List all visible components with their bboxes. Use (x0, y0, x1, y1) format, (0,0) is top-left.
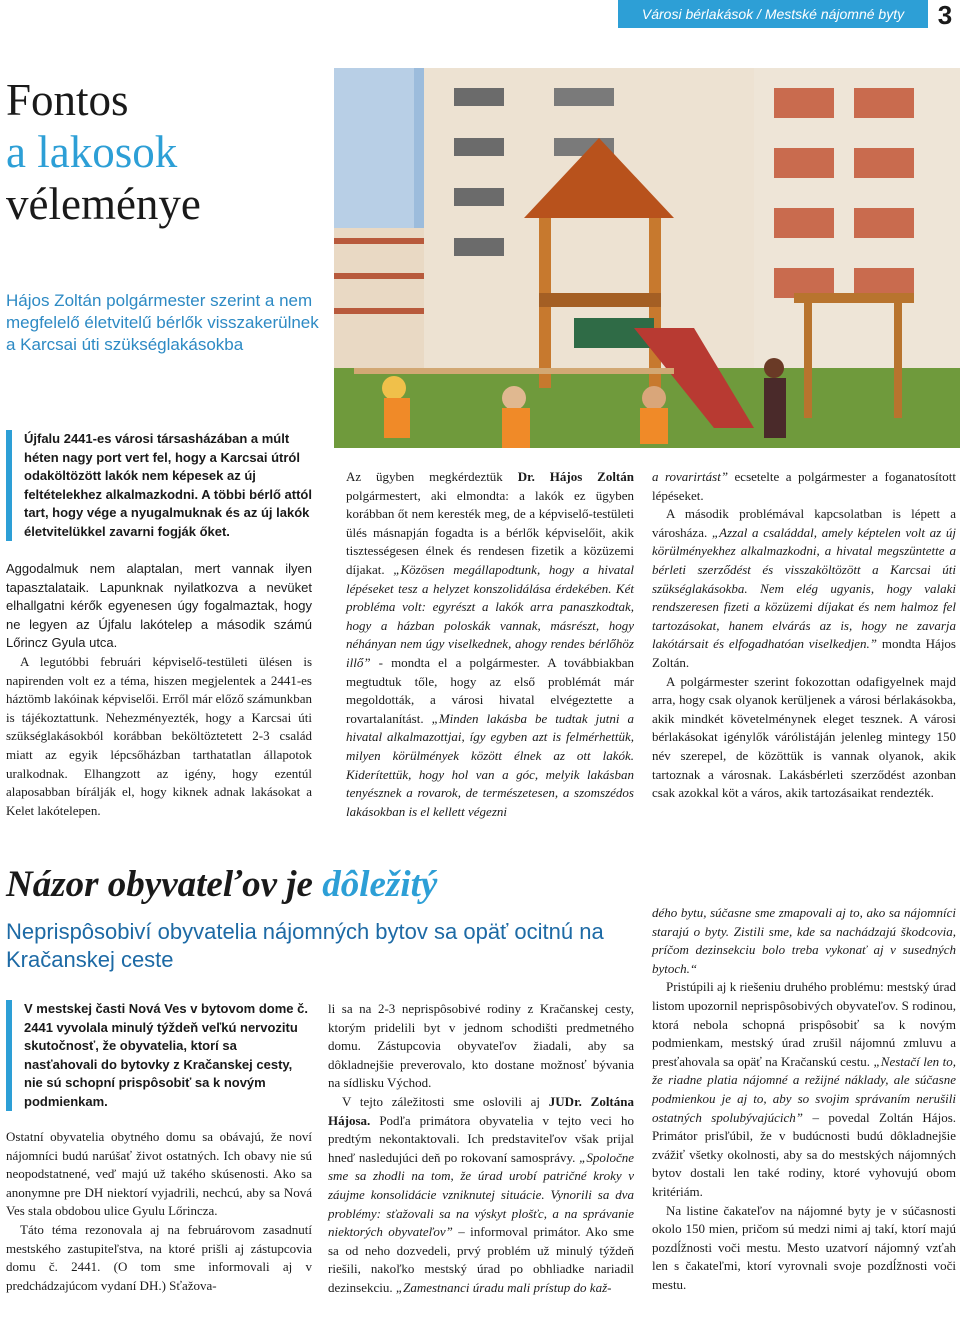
headline-accent: dôležitý (322, 864, 438, 905)
paragraph: a rovarirtást” ecsetelte a polgármester a foganatosított lépéseket. (652, 469, 957, 503)
hungarian-column-1 (6, 560, 312, 820)
paragraph: V tejto záležitosti sme oslovili aj JUDr. Zoltána Hájosa. Podľa primátora obyvatelia v tejto veci ho predtým nekontaktovali. Ich predstaviteľov však prijal hneď nasledujúci deň po rokovaní samosprávy. „Spoločne sme sa zhodli na tom, že úrad urobí patričné kroky v záujme konsolidácie vzniknutej situácie. Vynorili sa dva problémy: sťažovali sa na výskyt plošťc, a na správanie niektorých obyvateľov” – informoval primátor. Ako sme sa od neho dozvedeli, prvý problém už minulý týždeň riešili, nakoľko mestský úrad po obhliadke nariadil dezinsekciu. „Zamestnanci úradu mali prístup do kaž- (328, 1093, 635, 1295)
quote: a rovarirtást” (652, 469, 729, 484)
playground-photo (334, 68, 960, 448)
slovak-column-2 (328, 1000, 634, 1298)
quote: „Közösen megállapodtunk, hogy a hivatal lépéseket tesz a helyzet konszolidálása érdekében. Két probléma volt: egyrészt a lakók arra panaszkodtak, hogy a házban poloskák vannak, másrészt, hogy néhányan nem úgy viselkednek, ahogy rendes bérlőhöz illő” (346, 561, 634, 670)
paragraph: A második problémával kapcsolatban is lépett a városháza. „Azzal a családdal, amely képtelen volt az új körülményekhez alkalmazkodni, a hivatal megszüntette a bérleti szerződést és visszaköltözött a Karcsai úti szükséglakásokba. Nem elég ugyanis, hogy valaki rendszeresen fizeti a közüzemi díjakat és nem halmoz fel tartozásokat, hanem elvárás az is, hogy ne zavarja lakótársait és elfogadhatóan viselkedjen.” mondta Hájos Zoltán. (652, 506, 957, 670)
slovak-lead: V mestskej časti Nová Ves v bytovom dome č. 2441 vyvolala minulý týždeň veľkú nervozitu skutočnosť, že obyvatelia, ktorí sa nasťahovali do bytovky z Kračanskej cesty, nie sú schopní prispôsobiť sa k novým podmienkam. (6, 1000, 312, 1111)
paragraph: Aggodalmuk nem alaptalan, mert vannak ilyen tapasztalataik. Lapunknak nyilatkozva a nevüket elhallgatni kérők egyenesen úgy fogalmaztak, hogy ne legyen az Újfalu lakótelep a második számú Lőrincz Gyula utca. (6, 561, 312, 651)
paragraph: Az ügyben megkérdeztük Dr. Hájos Zoltán polgármestert, aki elmondta: a lakók ez ügyben korábban őt nem keresték meg, de a képviselő-testületi ülés másnapján fogadta is a bérlők képviselőit, akik tisztességesen élnek és rendesen fizetik a közüzemi díjakat. „Közösen megállapodtunk, hogy a hivatal lépéseket tesz a helyzet konszolidálása érdekében. Két probléma volt: egyrészt a lakók arra panaszkodtak, hogy a házban poloskák vannak, másrészt, hogy néhányan nem úgy viselkednek, ahogy rendes bérlőhöz illő” - mondta el a polgármester. A továbbiakban megtudtuk tőle, hogy az első problémát már megoldották, a városi hivatal elvégeztette a rovartalanítást. „Minden lakásba be tudtak jutni a hivatal alkalmazottjai, így egyben azt is felmérhettük, milyen körülmények között élnek az ott lakók. Kiderítettük, hogy hol van a góc, melyik lakásban tenyésznek a rovarok, de természetesen, a szomszédos lakásokban is el kellett végezni (346, 469, 634, 819)
quote: „Zamestnanci úradu mali prístup do kaž- (395, 1279, 612, 1295)
paragraph: A polgármester szerint fokozottan odafigyelnek majd arra, hogy csak olyanok kerüljenek a városi bérlakásokba, akik mindkét követelménynek eleget tesznek. A városi bérlakásokat igénylők várólistáján jelenleg mintegy 150 név szerepel, de közöttük is vannak olyanok, akik tartoznak a városnak. Lakásbérleti szerződést azonban csak azokkal köt a város, akik tartozásaikat rendezték. (652, 673, 956, 801)
hungarian-lead: Újfalu 2441-es városi társasházában a múlt héten nagy port vert fel, hogy a Karcsai útról odaköltözött lakók nem képesek az új feltételekhez alkalmazkodni. A többi bérlő attól tart, hogy vége a nyugalmuknak és az új lakók életvitelükkel zavarni fogják őket. (6, 430, 316, 541)
paragraph (652, 904, 956, 978)
paragraph: Táto téma rezonovala aj na februárovom zasadnutí mestského zastupiteľstva, na ktoré prišli aj zástupcovia domu č. 2441. (O tom sme informovali aj v predchádzajúcom vydaní DH.) Sťažova- (6, 1221, 312, 1293)
headline-line-2: a lakosok (6, 127, 178, 177)
slovak-column-3 (652, 904, 956, 1294)
slovak-column-1 (6, 1128, 312, 1295)
photo-illustration (334, 68, 960, 448)
quote: dého bytu, súčasne sme zmapovali aj to, ako sa nájomníci starajú o byty. Zistili sme, kde sa nachádzajú škodcovia, príčom dezinsekciu bolo treba vykonať aj v susedných bytoch.“ (652, 905, 956, 976)
paragraph: Pristúpili aj k riešeniu druhého problému: mestský úrad listom upozornil neprispôsobivých obyvateľov. S rodinou, ktorá nebola schopná prispôsobiť sa k novým podmienkam, mestský úrad zrušil nájomnú zmluvu a presťahovala sa opäť na Kračanskú cestu. „Nestačí len to, že riadne platia nájomné a režijné náklady, ale súčasne podmienkou je aj to, aby so svojim správaním nerušili ostatných spolubývajúcich” – povedal Zoltán Hájos. Primátor prisľúbil, že v budúcnosti budú dôkladnejšie zvážiť všetky okolnosti, aby sa do mestských nájomných bytov dostali len také rodiny, ktoré vyhovujú obom kritériám. (652, 979, 957, 1199)
section-header (618, 0, 928, 28)
hungarian-headline (6, 74, 326, 230)
paragraph: li sa na 2-3 neprispôsobivé rodiny z Kračanskej cesty, ktorým pridelili byt v jednom schodišti predmetného domu. Zástupcovia obyvateľov žiadali, aby sa dôkladnejšie preverovalo, kto dostane možnosť bývania na sídlisku Východ. (328, 1001, 634, 1091)
headline-line-3: véleménye (6, 179, 201, 229)
paragraph: Na listine čakateľov na nájomné byty je v súčasnosti okolo 150 mien, pričom sú medzi nimi aj takí, ktorí majú pozdĺžnosti voči mestu. Mesto uzatvorí nájomný vzťah len s čakateľmi, ktorí vyrovnali svoje pozdĺžnosti voči mestu. (652, 1202, 956, 1292)
headline-line-1: Fontos (6, 75, 129, 125)
quote: „Azzal a családdal, amely képtelen volt az új körülményekhez alkalmazkodni, a hivatal megszüntette a bérleti szerződést és visszaköltözött a Karcsai úti szükséglakásokba. Nem elég ugyanis, hogy valaki rendszeresen fizeti a közüzemi díjakat és nem halmoz fel tartozásokat, hanem elvárás az is, hogy ne zavarja lakótársait és elfogadhatóan viselkedjen.” (652, 524, 957, 652)
paragraph: A legutóbbi februári képviselő-testületi ülésen is napirenden volt ez a téma, hiszen megjelentek a 2441-es háztömb lakóinak képviselői. Erről már előző számunkban is tájékoztattunk. Nehezményezték, hogy a Karcsai úti szükséglakásokból korábban beköltöztetett 2-3 család miatt az egyik lépcsőházban tarthatatlan állapotok uralkodnak. Elhangzott az igény, hogy ezentúl alaposabban bírálják el, hogy kiknek adnak lakásokat a Kelet lakótelepen. (6, 653, 312, 818)
paragraph: Ostatní obyvatelia obytného domu sa obávajú, že noví nájomníci budú narúšať život ostatných. Ich obavy nie sú neopodstatnené, veď majú už takého skúsenosti. Ako sa anonymne pre DH niektorí vyjadrili, nechcú, aby sa Nová Ves stala obdobou ulice Gyulu Lőrincza. (6, 1129, 312, 1219)
quote: „Minden lakásba be tudtak jutni a hivatal alkalmazottjai, így egyben azt is felmérhettük, milyen körülmények között élnek az ott lakók. Kiderítettük, hogy hol van a góc, melyik lakásban tenyésznek a rovarok, de természetesen, a szomszédos lakásokban is el kellett végezni (346, 710, 634, 819)
hungarian-column-2 (346, 468, 634, 821)
slovak-headline: Názor obyvateľov je dôležitý (6, 864, 438, 905)
mayor-name: Dr. Hájos Zoltán (517, 469, 634, 484)
mayor-name: JUDr. Zoltána Hájosa. (328, 1093, 634, 1128)
slovak-subtitle: Neprispôsobiví obyvatelia nájomných bytov sa opäť ocitnú na Kračanskej ceste (6, 919, 604, 972)
page-number: 3 (937, 0, 953, 30)
hungarian-column-3 (652, 468, 956, 803)
quote: „Spoločne sme sa zhodli na tom, že úrad urobí patričné kroky v záujme konsolidácie vzniknutej situácie. Vynorili sa dva problémy: sťažovali sa na výskyt plošťc, a na správanie niektorých obyvateľov” (328, 1149, 634, 1240)
hungarian-subtitle: Hájos Zoltán polgármester szerint a nem megfelelő életvitelű bérlők visszakerülnek a Karcsai úti szükséglakásokba (6, 291, 319, 354)
section-title: Városi bérlakások / Mestské nájomné byty (641, 6, 905, 22)
quote: „Nestačí len to, že riadne platia nájomné a režijné náklady, ale súčasne podmienkou je aj to, aby so svojim správaním nerušili ostatných spolubývajúcich” (652, 1053, 956, 1125)
